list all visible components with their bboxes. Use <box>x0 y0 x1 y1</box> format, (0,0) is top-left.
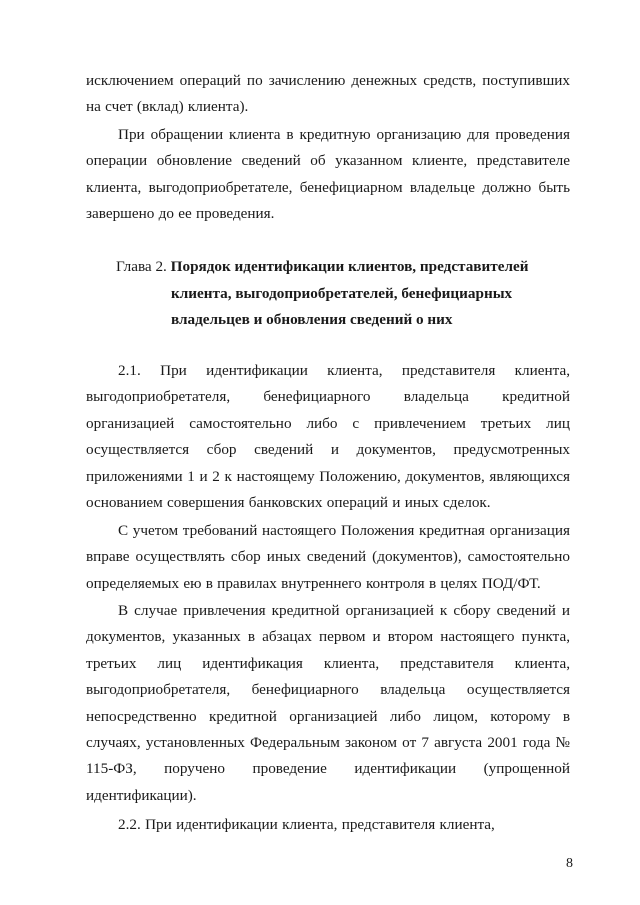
chapter-title-line-3: владельцев и обновления сведений о них <box>171 311 453 329</box>
paragraph-continuation: исключением операций по зачислению денежных средств, поступивших на счет (вклад) клиента). <box>86 72 570 116</box>
chapter-title-line-2: клиента, выгодоприобретателей, бенефициарных <box>171 284 513 302</box>
paragraph-client-update: При обращении клиента в кредитную организацию для проведения операции обновление сведений об указанном клиенте, представителе клиента, выгодоприобретателе, бенефициарном владельце должно быть завершено до ее проведения. <box>86 126 570 223</box>
chapter-heading <box>116 254 586 334</box>
paragraph-2-2: 2.2. При идентификации клиента, представителя клиента, <box>118 816 495 833</box>
paragraph-third-parties: В случае привлечения кредитной организацией к сбору сведений и документов, указанных в абзацах первом и втором настоящего пункта, третьих лиц идентификация клиента, представителя клиента, выгодоприобретателя, бенефициарного владельца осуществляется непосредственно кредитной организацией либо лицом, которому в случаях, установленных Федеральным законом от 7 августа 2001 года № 115-ФЗ, поручено проведение идентификации (упрощенной идентификации). <box>86 602 570 804</box>
chapter-title-line-1: Порядок идентификации клиентов, представителей <box>170 258 529 275</box>
page-number: 8 <box>566 856 573 871</box>
chapter-label: Глава 2. <box>116 258 167 275</box>
paragraph-additional-info: С учетом требований настоящего Положения кредитная организация вправе осуществлять сбор иных сведений (документов), самостоятельно определяемых ею в правилах внутреннего контроля в целях ПОД/ФТ. <box>86 522 570 592</box>
paragraph-2-1: 2.1. При идентификации клиента, представителя клиента, выгодоприобретателя, бенефициарного владельца кредитной организацией самостоятельно либо с привлечением третьих лиц осуществляется сбор сведений и документов, предусмотренных приложениями 1 и 2 к настоящему Положению, документов, являющихся основанием совершения банковских операций и иных сделок. <box>86 362 570 512</box>
